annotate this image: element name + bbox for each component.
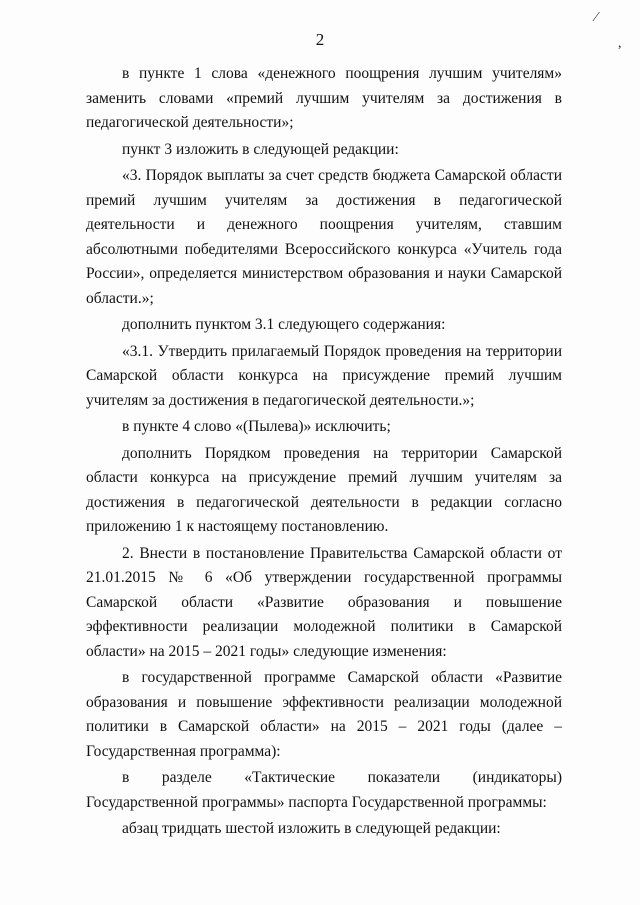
paragraph: «3. Порядок выплаты за счет средств бюджета Самарской области премий лучшим учителям за достижения в педагогической деятельности и денежного поощрения учителям, ставшим абсолютными победителями Всероссийского конкурса «Учитель года России», определяется министерством образования и науки Самарской области.»; [86, 167, 562, 307]
paragraph: в государственной программе Самарской области «Развитие образования и повышение эффективности реализации молодежной политики в Самарской области» на 2015 – 2021 годы (далее – Государственная программа): [86, 669, 562, 760]
paragraph: дополнить пунктом 3.1 следующего содержания: [122, 316, 446, 333]
paragraph: дополнить Порядком проведения на территории Самарской области конкурса на присуждение премий лучшим учителям за достижения в педагогической деятельности в редакции согласно приложению 1 к настоящему постановлению. [86, 444, 562, 535]
paragraph: пункт 3 изложить в следующей редакции: [122, 140, 399, 158]
paragraph: 2. Внести в постановление Правительства Самарской области от 21.01.2015 № 6 «Об утверждении государственной программы Самарской области «Развитие образования и повышение эффективности реализации молодежной политики в Самарской области» на 2015 – 2021 годы» следующие изменения: [86, 544, 562, 660]
scan-mark: , [618, 36, 622, 51]
paragraph: в пункте 4 слово «(Пылева)» исключить; [122, 418, 391, 435]
paragraph: абзац тридцать шестой изложить в следующей редакции: [122, 820, 501, 837]
page-number: 2 [315, 30, 325, 49]
paragraph: в разделе «Тактические показатели (индикаторы) Государственной программы» паспорта Государственной программы: [86, 769, 562, 811]
scan-mark: ⁄ [595, 10, 598, 25]
document-body [86, 62, 562, 844]
paragraph: «3.1. Утвердить прилагаемый Порядок проведения на территории Самарской области конкурса на присуждение премий лучшим учителям за достижения в педагогической деятельности.»; [86, 342, 562, 409]
paragraph: в пункте 1 слова «денежного поощрения лучшим учителям» заменить словами «премий лучшим учителям за достижения в педагогической деятельности»; [86, 65, 562, 131]
